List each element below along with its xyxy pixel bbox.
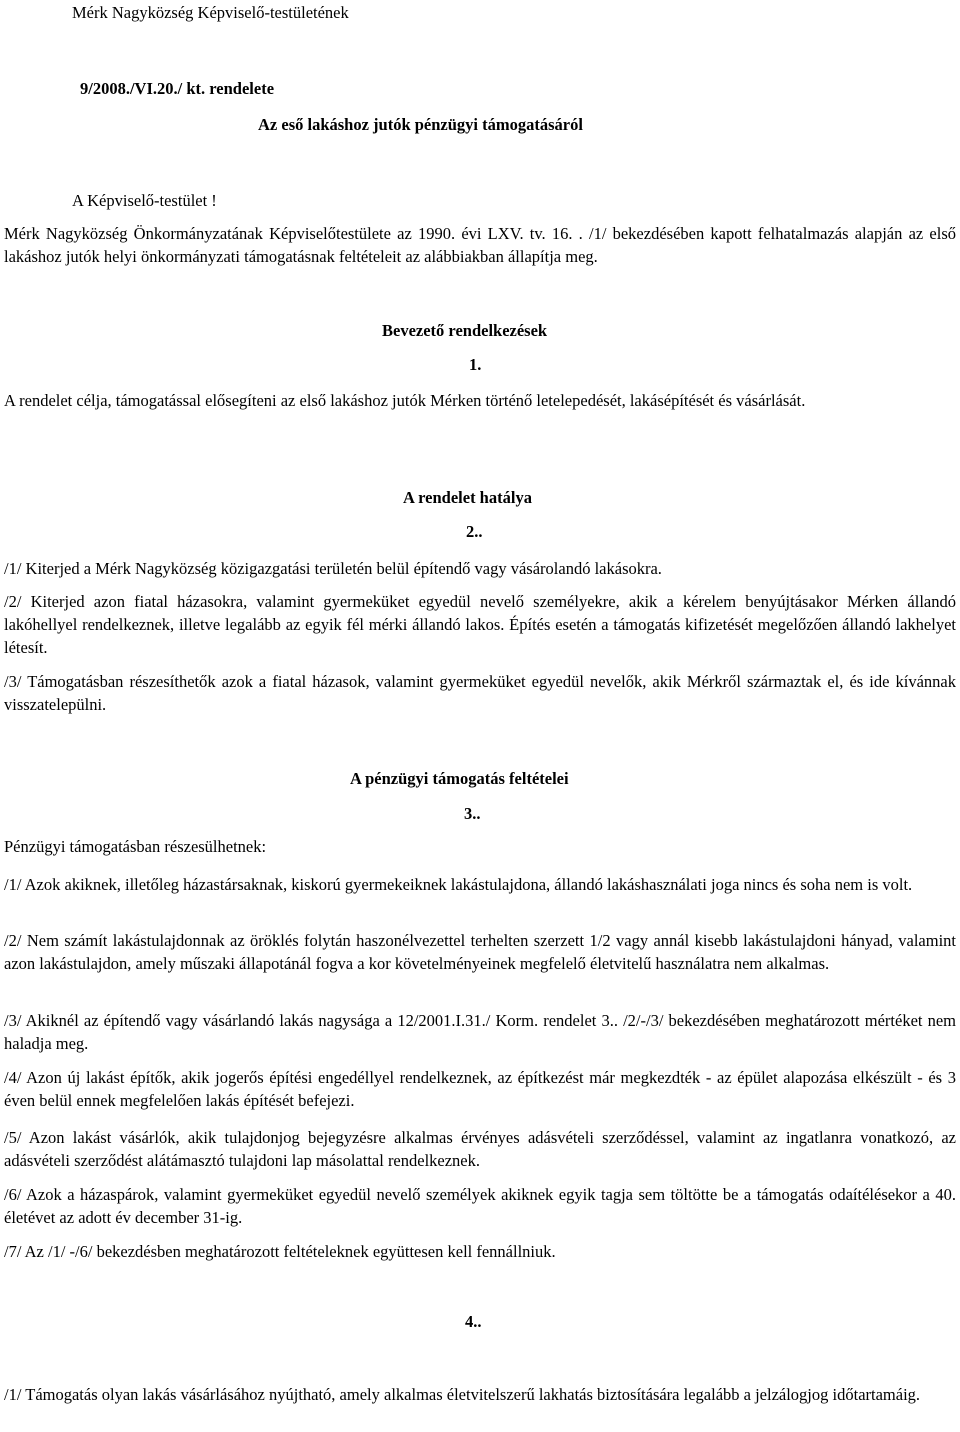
section-3-paragraph-1: /1/ Azok akiknek, illetőleg házastársaknak, kiskorú gyermekeiknek lakástulajdona, állandó lakáshasználati joga nincs és soha nem is volt.	[4, 875, 913, 894]
section-2-paragraph-3: /3/ Támogatásban részesíthetők azok a fiatal házasok, valamint gyermeküket egyedül nevelők, akik Mérkről származtak el, és ide kívánnak visszatelepülni.	[4, 672, 956, 714]
preamble-text: Mérk Nagyközség Önkormányzatának Képviselőtestülete az 1990. évi LXV. tv. 16. . /1/ bekezdésében kapott felhatalmazás alapján az első lakáshoz jutók helyi önkormányzati támogatásnak feltételeit az alábbiakban állapítja meg.	[4, 224, 956, 266]
section-2-paragraph-1: /1/ Kiterjed a Mérk Nagyközség közigazgatási területén belül építendő vagy vásárolandó lakásokra.	[4, 559, 662, 578]
section-3-number: 3..	[464, 804, 481, 823]
section-3-paragraph-2: /2/ Nem számít lakástulajdonnak az öröklés folytán haszonélvezettel terhelten szerzett 1/2 vagy annál kisebb lakástulajdoni hányad, valamint azon lakástulajdon, amely műszaki állapotánál fogva a kor követelményeinek megfelelő életvitelű használatra nem alkalmas.	[4, 931, 956, 973]
section-2-paragraph-2: /2/ Kiterjed azon fiatal házasokra, valamint gyermeküket egyedül nevelő személyekre, akik a kérelem benyújtásakor Mérken állandó lakóhellyel rendelkeznek, illetve legalább az egyik fél mérki állandó lakos. Építés esetén a támogatás kifizetését megelőzően állandó lakhelyet létesít.	[4, 592, 956, 657]
section-3-intro: Pénzügyi támogatásban részesülhetnek:	[4, 837, 267, 856]
decree-number: 9/2008./VI.20./ kt. rendelete	[80, 79, 275, 98]
section-3-heading: A pénzügyi támogatás feltételei	[350, 769, 569, 788]
section-4-number: 4..	[465, 1312, 482, 1331]
section-3-paragraph-7: /7/ Az /1/ -/6/ bekezdésben meghatározott feltételeknek együttesen kell fennállniuk.	[4, 1242, 556, 1261]
section-1-heading: Bevezető rendelkezések	[382, 321, 548, 340]
section-1-paragraph: A rendelet célja, támogatással elősegíteni az első lakáshoz jutók Mérken történő letelepedését, lakásépítését és vásárlását.	[4, 391, 806, 410]
section-4-paragraph-1: /1/ Támogatás olyan lakás vásárlásához nyújtható, amely alkalmas életvitelszerű lakhatás biztosítására legalább a jelzálogjog időtartamáig.	[4, 1385, 921, 1404]
section-2-heading: A rendelet hatálya	[403, 488, 532, 507]
council-name: Mérk Nagyközség Képviselő-testületének	[72, 3, 349, 22]
section-3-paragraph-3: /3/ Akiknél az építendő vagy vásárlandó lakás nagysága a 12/2001.I.31./ Korm. rendelet 3.. /2/-/3/ bekezdésében meghatározott mértéket nem haladja meg.	[4, 1011, 956, 1053]
section-3-paragraph-4: /4/ Azon új lakást építők, akik jogerős építési engedéllyel rendelkeznek, az építkezést már megkezdték - az épület alapozása elkészült - és 3 éven belül ennek megfelelően lakás építését befejezi.	[4, 1068, 956, 1110]
section-3-paragraph-6: /6/ Azok a házaspárok, valamint gyermeküket egyedül nevelő személyek akiknek egyik tagja sem töltötte be a támogatás odaítélésekor a 40. életévet az adott év december 31-ig.	[4, 1185, 956, 1227]
decree-title: Az eső lakáshoz jutók pénzügyi támogatásáról	[258, 115, 583, 134]
section-3-paragraph-5: /5/ Azon lakást vásárlók, akik tulajdonjog bejegyzésre alkalmas érvényes adásvételi szerződéssel, valamint az ingatlanra vonatkozó, az adásvételi szerződést alátámasztó tulajdoni lap másolattal rendelkeznek.	[4, 1128, 956, 1170]
preamble-salutation: A Képviselő-testület !	[72, 191, 217, 210]
section-1-number: 1.	[469, 355, 482, 374]
section-2-number: 2..	[466, 522, 483, 541]
